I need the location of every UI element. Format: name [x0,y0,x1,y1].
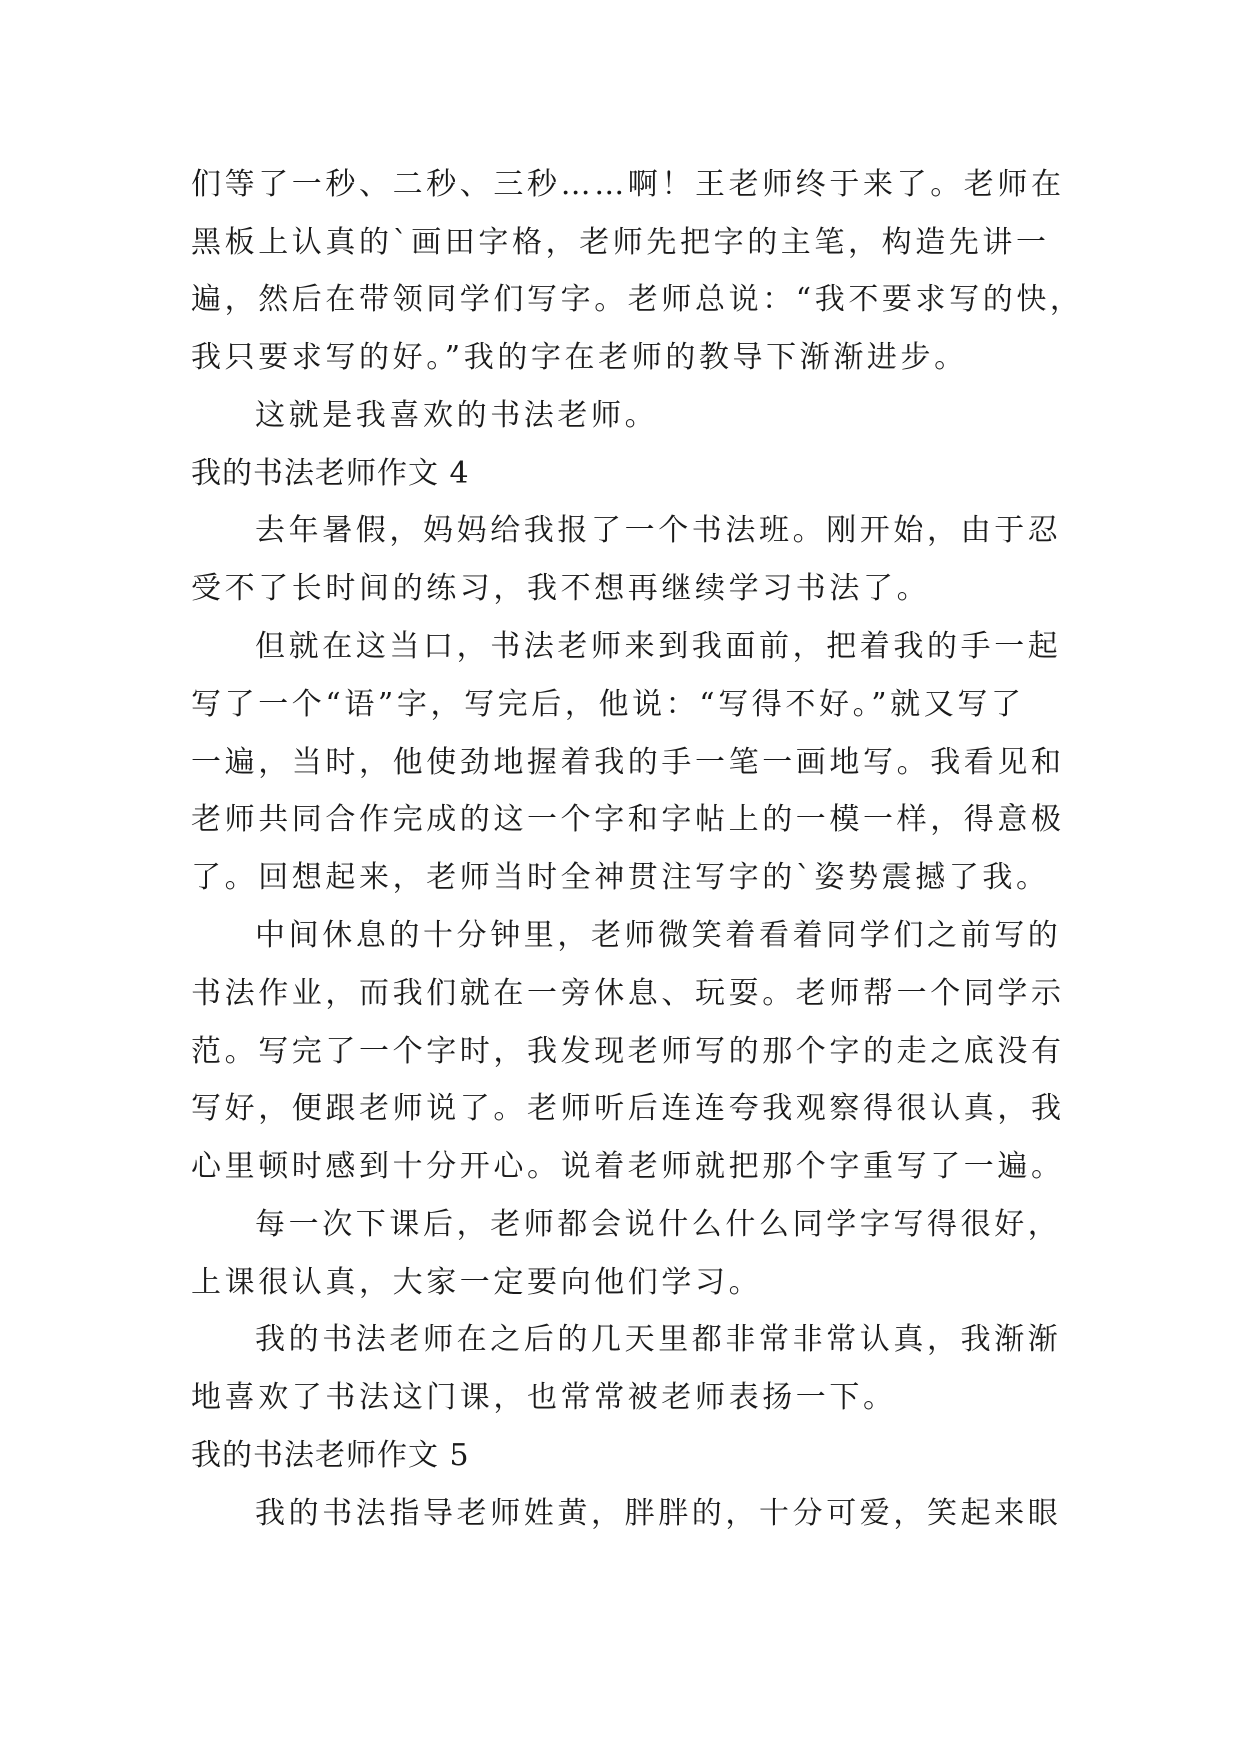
paragraph-start: 但就在这当口，书法老师来到我面前，把着我的手一起 [255,629,1062,664]
text-line: 上课很认真，大家一定要向他们学习。 [191,1265,763,1300]
paragraph-start: 中间休息的十分钟里，老师微笑着看着同学们之前写的 [255,918,1062,953]
text-line: 了。回想起来，老师当时全神贯注写字的`姿势震撼了我。 [191,860,1050,895]
text-line: 地喜欢了书法这门课，也常常被老师表扬一下。 [191,1380,897,1415]
text-line: 书法作业，而我们就在一旁休息、玩耍。老师帮一个同学示 [191,976,1065,1011]
paragraph-start: 每一次下课后，老师都会说什么什么同学字写得很好， [255,1207,1062,1242]
text-line: 心里顿时感到十分开心。说着老师就把那个字重写了一遍。 [191,1149,1065,1184]
paragraph-start: 我的书法老师在之后的几天里都非常非常认真，我渐渐 [255,1322,1062,1357]
paragraph-start: 这就是我喜欢的书法老师。 [255,398,659,433]
section-heading: 我的书法老师作文 4 [191,456,470,491]
text-line: 范。写完了一个字时，我发现老师写的那个字的走之底没有 [191,1034,1065,1069]
text-line: 受不了长时间的练习，我不想再继续学习书法了。 [191,571,931,606]
paragraph-start: 我的书法指导老师姓黄，胖胖的，十分可爱，笑起来眼 [255,1496,1062,1531]
text-line: 们等了一秒、二秒、三秒……啊！王老师终于来了。老师在 [191,167,1065,202]
section-heading: 我的书法老师作文 5 [191,1438,470,1473]
text-line: 一遍，当时，他使劲地握着我的手一笔一画地写。我看见和 [191,745,1065,780]
text-line: 老师共同合作完成的这一个字和字帖上的一模一样，得意极 [191,802,1065,837]
text-line: 黑板上认真的`画田字格，老师先把字的主笔，构造先讲一 [191,225,1050,260]
text-line: 写了一个“语”字，写完后，他说：“写得不好。”就又写了 [191,687,1025,722]
text-line: 写好，便跟老师说了。老师听后连连夸我观察得很认真，我 [191,1091,1065,1126]
paragraph-start: 去年暑假，妈妈给我报了一个书法班。刚开始，由于忍 [255,513,1062,548]
text-line: 我只要求写的好。”我的字在老师的教导下渐渐进步。 [191,340,968,375]
text-line: 遍，然后在带领同学们写字。老师总说：“我不要求写的快， [191,282,1084,317]
